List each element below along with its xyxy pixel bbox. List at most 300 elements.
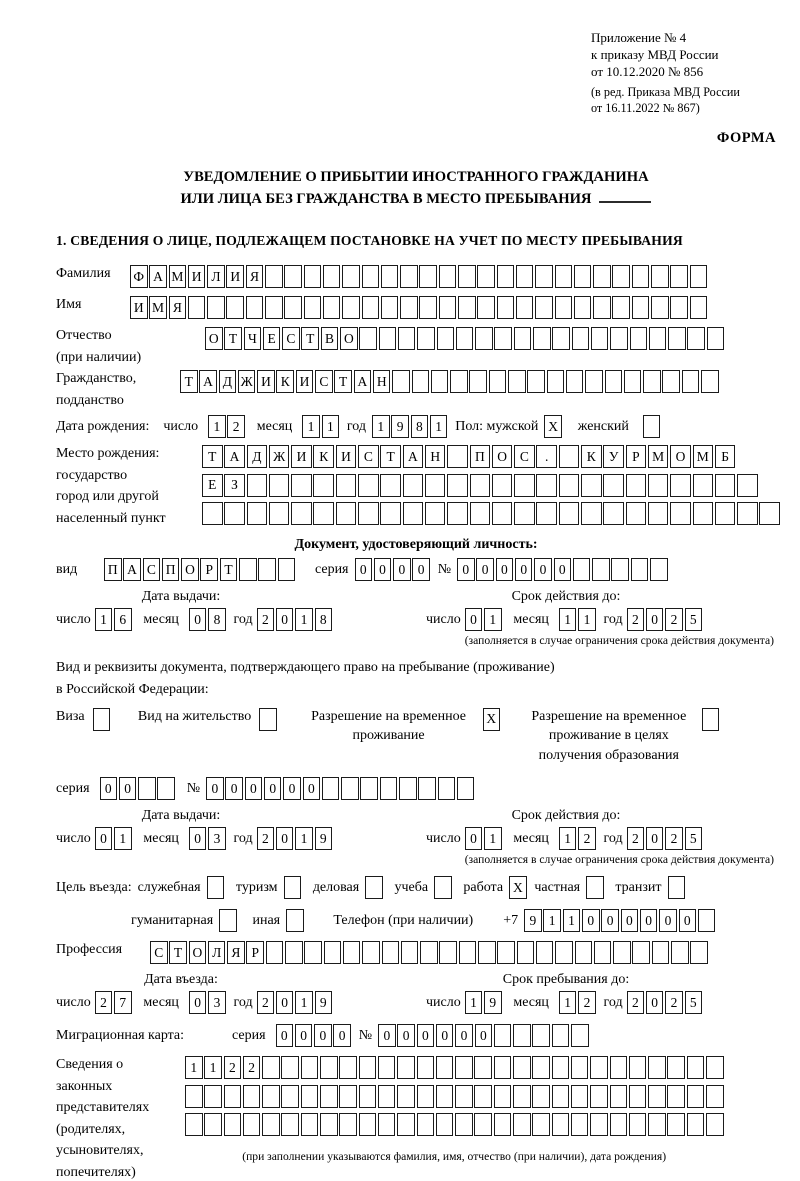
char-cell[interactable]	[320, 1113, 338, 1136]
char-cell[interactable]: М	[169, 265, 187, 288]
char-cell[interactable]	[447, 502, 468, 525]
char-cell[interactable]: 0	[276, 991, 294, 1014]
char-cell[interactable]	[313, 502, 334, 525]
residence-expiry-year[interactable]	[627, 827, 704, 850]
char-cell[interactable]	[266, 941, 284, 964]
char-cell[interactable]	[513, 1024, 531, 1047]
char-cell[interactable]: 0	[378, 1024, 396, 1047]
char-cell[interactable]: 0	[515, 558, 533, 581]
char-cell[interactable]	[359, 327, 377, 350]
char-cell[interactable]	[611, 558, 629, 581]
char-cell[interactable]: С	[282, 327, 300, 350]
char-cell[interactable]: 0	[582, 909, 600, 932]
char-cell[interactable]: Д	[247, 445, 268, 468]
char-cell[interactable]: 0	[465, 608, 483, 631]
char-cell[interactable]	[648, 1085, 666, 1108]
char-cell[interactable]	[715, 474, 736, 497]
char-cell[interactable]	[552, 1056, 570, 1079]
char-cell[interactable]	[343, 941, 361, 964]
char-cell[interactable]	[470, 474, 491, 497]
char-cell[interactable]	[759, 502, 780, 525]
char-cell[interactable]: 0	[659, 909, 677, 932]
char-cell[interactable]	[574, 265, 592, 288]
char-cell[interactable]: 2	[257, 827, 275, 850]
char-cell[interactable]	[632, 265, 650, 288]
char-cell[interactable]	[323, 265, 341, 288]
char-cell[interactable]	[581, 502, 602, 525]
char-cell[interactable]	[632, 941, 650, 964]
char-cell[interactable]: 0	[276, 1024, 294, 1047]
char-cell[interactable]	[690, 296, 708, 319]
char-cell[interactable]	[648, 502, 669, 525]
char-cell[interactable]: 0	[646, 608, 664, 631]
residence-expiry-month[interactable]	[559, 827, 598, 850]
char-cell[interactable]: 0	[206, 777, 224, 800]
char-cell[interactable]	[649, 327, 667, 350]
char-cell[interactable]: 0	[245, 777, 263, 800]
identity-expiry-month[interactable]	[559, 608, 598, 631]
char-cell[interactable]	[284, 296, 302, 319]
char-cell[interactable]	[610, 1113, 628, 1136]
char-cell[interactable]: И	[291, 445, 312, 468]
char-cell[interactable]	[381, 296, 399, 319]
char-cell[interactable]	[668, 327, 686, 350]
purpose-humanitarian-checkbox[interactable]	[219, 909, 238, 932]
char-cell[interactable]: С	[514, 445, 535, 468]
char-cell[interactable]	[547, 370, 565, 393]
char-cell[interactable]	[382, 941, 400, 964]
char-cell[interactable]	[581, 474, 602, 497]
char-cell[interactable]	[455, 1113, 473, 1136]
sex-female-checkbox[interactable]	[643, 415, 662, 438]
char-cell[interactable]: 1	[578, 608, 596, 631]
char-cell[interactable]	[342, 296, 360, 319]
char-cell[interactable]: 9	[315, 991, 333, 1014]
char-cell[interactable]: X	[483, 708, 501, 731]
char-cell[interactable]	[301, 1113, 319, 1136]
char-cell[interactable]: Я	[227, 941, 245, 964]
char-cell[interactable]	[323, 296, 341, 319]
char-cell[interactable]	[527, 370, 545, 393]
char-cell[interactable]	[417, 1113, 435, 1136]
char-cell[interactable]: П	[104, 558, 122, 581]
char-cell[interactable]: 0	[455, 1024, 473, 1047]
char-cell[interactable]: Л	[208, 941, 226, 964]
char-cell[interactable]	[574, 296, 592, 319]
char-cell[interactable]	[397, 1113, 415, 1136]
char-cell[interactable]	[269, 502, 290, 525]
char-cell[interactable]: Т	[334, 370, 352, 393]
char-cell[interactable]	[419, 265, 437, 288]
char-cell[interactable]	[397, 1085, 415, 1108]
char-cell[interactable]	[508, 370, 526, 393]
char-cell[interactable]	[559, 474, 580, 497]
char-cell[interactable]: С	[358, 445, 379, 468]
char-cell[interactable]: 2	[627, 991, 645, 1014]
char-cell[interactable]: О	[340, 327, 358, 350]
char-cell[interactable]: Н	[425, 445, 446, 468]
char-cell[interactable]	[281, 1113, 299, 1136]
char-cell[interactable]	[341, 777, 359, 800]
identity-issue-month[interactable]	[189, 608, 228, 631]
char-cell[interactable]: 2	[665, 827, 683, 850]
birth-day-input[interactable]	[208, 415, 247, 438]
char-cell[interactable]: Ч	[244, 327, 262, 350]
char-cell[interactable]	[497, 265, 515, 288]
char-cell[interactable]	[572, 327, 590, 350]
char-cell[interactable]: 6	[114, 608, 132, 631]
char-cell[interactable]	[650, 558, 668, 581]
entry-day[interactable]	[95, 991, 134, 1014]
char-cell[interactable]	[258, 558, 276, 581]
char-cell[interactable]	[262, 1085, 280, 1108]
char-cell[interactable]	[439, 265, 457, 288]
char-cell[interactable]: 1	[465, 991, 483, 1014]
char-cell[interactable]	[516, 265, 534, 288]
char-cell[interactable]: У	[603, 445, 624, 468]
surname-input[interactable]	[130, 265, 709, 288]
char-cell[interactable]: 0	[314, 1024, 332, 1047]
temp-residence-education-checkbox[interactable]	[702, 708, 721, 731]
char-cell[interactable]: 0	[119, 777, 137, 800]
char-cell[interactable]	[437, 327, 455, 350]
char-cell[interactable]	[185, 1085, 203, 1108]
char-cell[interactable]	[474, 1113, 492, 1136]
char-cell[interactable]: А	[123, 558, 141, 581]
char-cell[interactable]	[365, 876, 383, 899]
char-cell[interactable]	[470, 502, 491, 525]
char-cell[interactable]: Н	[373, 370, 391, 393]
char-cell[interactable]: 0	[457, 558, 475, 581]
char-cell[interactable]: 0	[436, 1024, 454, 1047]
char-cell[interactable]	[204, 1113, 222, 1136]
char-cell[interactable]	[436, 1085, 454, 1108]
visa-checkbox[interactable]	[93, 708, 112, 731]
char-cell[interactable]: 1	[559, 991, 577, 1014]
char-cell[interactable]	[478, 941, 496, 964]
char-cell[interactable]: 0	[303, 777, 321, 800]
char-cell[interactable]: 1	[295, 827, 313, 850]
char-cell[interactable]	[224, 1085, 242, 1108]
char-cell[interactable]	[204, 1085, 222, 1108]
purpose-transit-checkbox[interactable]	[668, 876, 687, 899]
char-cell[interactable]: 2	[578, 991, 596, 1014]
char-cell[interactable]: Б	[715, 445, 736, 468]
char-cell[interactable]	[492, 474, 513, 497]
char-cell[interactable]	[243, 1113, 261, 1136]
char-cell[interactable]	[573, 558, 591, 581]
char-cell[interactable]	[706, 1085, 724, 1108]
stay-until-month[interactable]	[559, 991, 598, 1014]
char-cell[interactable]	[185, 1113, 203, 1136]
char-cell[interactable]: 1	[563, 909, 581, 932]
char-cell[interactable]: А	[199, 370, 217, 393]
char-cell[interactable]: В	[321, 327, 339, 350]
char-cell[interactable]	[400, 265, 418, 288]
char-cell[interactable]: 9	[391, 415, 409, 438]
char-cell[interactable]	[610, 327, 628, 350]
char-cell[interactable]: 2	[224, 1056, 242, 1079]
temp-residence-checkbox[interactable]	[483, 708, 502, 731]
profession-input[interactable]	[150, 941, 710, 964]
char-cell[interactable]: 0	[295, 1024, 313, 1047]
char-cell[interactable]	[342, 265, 360, 288]
char-cell[interactable]: А	[403, 445, 424, 468]
char-cell[interactable]	[626, 502, 647, 525]
doc-kind-input[interactable]	[104, 558, 297, 581]
char-cell[interactable]: 1	[185, 1056, 203, 1079]
char-cell[interactable]	[575, 941, 593, 964]
char-cell[interactable]: 0	[476, 558, 494, 581]
char-cell[interactable]	[517, 941, 535, 964]
char-cell[interactable]	[362, 941, 380, 964]
char-cell[interactable]	[603, 474, 624, 497]
char-cell[interactable]	[497, 941, 515, 964]
char-cell[interactable]	[262, 1056, 280, 1079]
char-cell[interactable]: 1	[484, 608, 502, 631]
char-cell[interactable]: 2	[665, 991, 683, 1014]
char-cell[interactable]	[571, 1085, 589, 1108]
migration-number-input[interactable]	[378, 1024, 590, 1047]
char-cell[interactable]	[243, 1085, 261, 1108]
char-cell[interactable]	[392, 370, 410, 393]
char-cell[interactable]	[552, 1024, 570, 1047]
char-cell[interactable]	[284, 876, 302, 899]
residence-issue-month[interactable]	[189, 827, 228, 850]
char-cell[interactable]	[552, 327, 570, 350]
char-cell[interactable]: 1	[430, 415, 448, 438]
char-cell[interactable]: 0	[397, 1024, 415, 1047]
char-cell[interactable]: О	[492, 445, 513, 468]
char-cell[interactable]	[536, 941, 554, 964]
char-cell[interactable]	[304, 941, 322, 964]
char-cell[interactable]: 0	[554, 558, 572, 581]
char-cell[interactable]	[474, 1056, 492, 1079]
char-cell[interactable]: А	[224, 445, 245, 468]
char-cell[interactable]	[593, 265, 611, 288]
char-cell[interactable]: 2	[627, 608, 645, 631]
residence-series-input[interactable]	[100, 777, 177, 800]
char-cell[interactable]	[412, 370, 430, 393]
char-cell[interactable]	[434, 876, 452, 899]
char-cell[interactable]: О	[670, 445, 691, 468]
char-cell[interactable]: Д	[219, 370, 237, 393]
identity-expiry-year[interactable]	[627, 608, 704, 631]
char-cell[interactable]: З	[224, 474, 245, 497]
char-cell[interactable]	[555, 941, 573, 964]
purpose-study-checkbox[interactable]	[434, 876, 453, 899]
char-cell[interactable]	[401, 941, 419, 964]
char-cell[interactable]	[593, 296, 611, 319]
char-cell[interactable]	[380, 502, 401, 525]
char-cell[interactable]	[436, 1056, 454, 1079]
representatives-line1-input[interactable]	[185, 1056, 725, 1079]
char-cell[interactable]: М	[648, 445, 669, 468]
char-cell[interactable]: Р	[626, 445, 647, 468]
char-cell[interactable]	[339, 1056, 357, 1079]
stay-until-day[interactable]	[465, 991, 504, 1014]
char-cell[interactable]	[555, 296, 573, 319]
char-cell[interactable]	[431, 370, 449, 393]
char-cell[interactable]: Ф	[130, 265, 148, 288]
char-cell[interactable]	[494, 1113, 512, 1136]
char-cell[interactable]	[436, 1113, 454, 1136]
char-cell[interactable]: 1	[484, 827, 502, 850]
char-cell[interactable]: 0	[189, 991, 207, 1014]
char-cell[interactable]	[403, 502, 424, 525]
char-cell[interactable]: 8	[315, 608, 333, 631]
char-cell[interactable]	[737, 502, 758, 525]
char-cell[interactable]: 2	[665, 608, 683, 631]
char-cell[interactable]	[629, 1056, 647, 1079]
char-cell[interactable]	[358, 474, 379, 497]
char-cell[interactable]	[643, 370, 661, 393]
char-cell[interactable]	[324, 941, 342, 964]
identity-expiry-day[interactable]	[465, 608, 504, 631]
char-cell[interactable]: 2	[243, 1056, 261, 1079]
residence-issue-year[interactable]	[257, 827, 334, 850]
char-cell[interactable]	[590, 1056, 608, 1079]
char-cell[interactable]	[715, 502, 736, 525]
char-cell[interactable]	[535, 265, 553, 288]
char-cell[interactable]	[358, 502, 379, 525]
char-cell[interactable]	[269, 474, 290, 497]
char-cell[interactable]	[291, 502, 312, 525]
char-cell[interactable]: 0	[333, 1024, 351, 1047]
doc-series-input[interactable]	[355, 558, 432, 581]
char-cell[interactable]	[247, 502, 268, 525]
char-cell[interactable]	[447, 445, 468, 468]
char-cell[interactable]	[304, 296, 322, 319]
birthplace-line1-input[interactable]	[202, 445, 782, 468]
char-cell[interactable]	[532, 1085, 550, 1108]
char-cell[interactable]	[585, 370, 603, 393]
char-cell[interactable]: 0	[100, 777, 118, 800]
residence-number-input[interactable]	[206, 777, 476, 800]
char-cell[interactable]	[469, 370, 487, 393]
char-cell[interactable]: И	[130, 296, 148, 319]
char-cell[interactable]	[648, 1113, 666, 1136]
purpose-work-checkbox[interactable]	[509, 876, 528, 899]
char-cell[interactable]: 0	[283, 777, 301, 800]
char-cell[interactable]	[494, 327, 512, 350]
char-cell[interactable]	[629, 1085, 647, 1108]
char-cell[interactable]	[339, 1085, 357, 1108]
migration-series-input[interactable]	[276, 1024, 353, 1047]
char-cell[interactable]	[378, 1085, 396, 1108]
char-cell[interactable]	[648, 1056, 666, 1079]
phone-input[interactable]	[524, 909, 717, 932]
char-cell[interactable]	[516, 296, 534, 319]
char-cell[interactable]: И	[296, 370, 314, 393]
char-cell[interactable]	[455, 1056, 473, 1079]
char-cell[interactable]	[586, 876, 604, 899]
char-cell[interactable]	[513, 1085, 531, 1108]
char-cell[interactable]	[592, 558, 610, 581]
char-cell[interactable]	[687, 1056, 705, 1079]
char-cell[interactable]: 0	[496, 558, 514, 581]
firstname-input[interactable]	[130, 296, 709, 319]
char-cell[interactable]: 2	[257, 608, 275, 631]
char-cell[interactable]: 0	[640, 909, 658, 932]
char-cell[interactable]	[313, 474, 334, 497]
char-cell[interactable]	[439, 296, 457, 319]
char-cell[interactable]	[514, 327, 532, 350]
char-cell[interactable]	[320, 1056, 338, 1079]
char-cell[interactable]	[687, 1113, 705, 1136]
char-cell[interactable]	[559, 445, 580, 468]
birth-month-input[interactable]	[302, 415, 341, 438]
char-cell[interactable]	[497, 296, 515, 319]
char-cell[interactable]: И	[226, 265, 244, 288]
char-cell[interactable]	[425, 474, 446, 497]
char-cell[interactable]	[362, 296, 380, 319]
char-cell[interactable]: 0	[189, 827, 207, 850]
char-cell[interactable]: 0	[276, 608, 294, 631]
char-cell[interactable]	[651, 265, 669, 288]
char-cell[interactable]	[474, 1085, 492, 1108]
char-cell[interactable]	[571, 1113, 589, 1136]
char-cell[interactable]	[447, 474, 468, 497]
char-cell[interactable]	[693, 474, 714, 497]
char-cell[interactable]	[226, 296, 244, 319]
char-cell[interactable]	[459, 941, 477, 964]
char-cell[interactable]: 0	[646, 827, 664, 850]
char-cell[interactable]: Р	[246, 941, 264, 964]
char-cell[interactable]	[320, 1085, 338, 1108]
char-cell[interactable]: Е	[263, 327, 281, 350]
char-cell[interactable]	[93, 708, 111, 731]
char-cell[interactable]	[610, 1056, 628, 1079]
char-cell[interactable]	[457, 777, 475, 800]
char-cell[interactable]	[552, 1085, 570, 1108]
char-cell[interactable]	[494, 1024, 512, 1047]
char-cell[interactable]	[648, 474, 669, 497]
char-cell[interactable]	[239, 558, 257, 581]
char-cell[interactable]: 1	[295, 991, 313, 1014]
residence-issue-day[interactable]	[95, 827, 134, 850]
char-cell[interactable]: 0	[601, 909, 619, 932]
char-cell[interactable]: К	[581, 445, 602, 468]
char-cell[interactable]	[682, 370, 700, 393]
char-cell[interactable]	[701, 370, 719, 393]
char-cell[interactable]: Р	[200, 558, 218, 581]
identity-issue-year[interactable]	[257, 608, 334, 631]
char-cell[interactable]: Т	[180, 370, 198, 393]
char-cell[interactable]: 1	[559, 827, 577, 850]
char-cell[interactable]: С	[143, 558, 161, 581]
char-cell[interactable]	[477, 265, 495, 288]
char-cell[interactable]: Т	[380, 445, 401, 468]
char-cell[interactable]	[281, 1056, 299, 1079]
char-cell[interactable]	[707, 327, 725, 350]
char-cell[interactable]: 1	[322, 415, 340, 438]
char-cell[interactable]	[398, 327, 416, 350]
char-cell[interactable]	[566, 370, 584, 393]
char-cell[interactable]: Ж	[269, 445, 290, 468]
birth-year-input[interactable]	[372, 415, 449, 438]
char-cell[interactable]: 9	[524, 909, 542, 932]
char-cell[interactable]	[336, 502, 357, 525]
char-cell[interactable]: П	[162, 558, 180, 581]
char-cell[interactable]	[513, 1056, 531, 1079]
char-cell[interactable]: 0	[264, 777, 282, 800]
char-cell[interactable]: 0	[417, 1024, 435, 1047]
char-cell[interactable]	[690, 265, 708, 288]
char-cell[interactable]: 9	[315, 827, 333, 850]
char-cell[interactable]	[359, 1056, 377, 1079]
char-cell[interactable]	[157, 777, 175, 800]
